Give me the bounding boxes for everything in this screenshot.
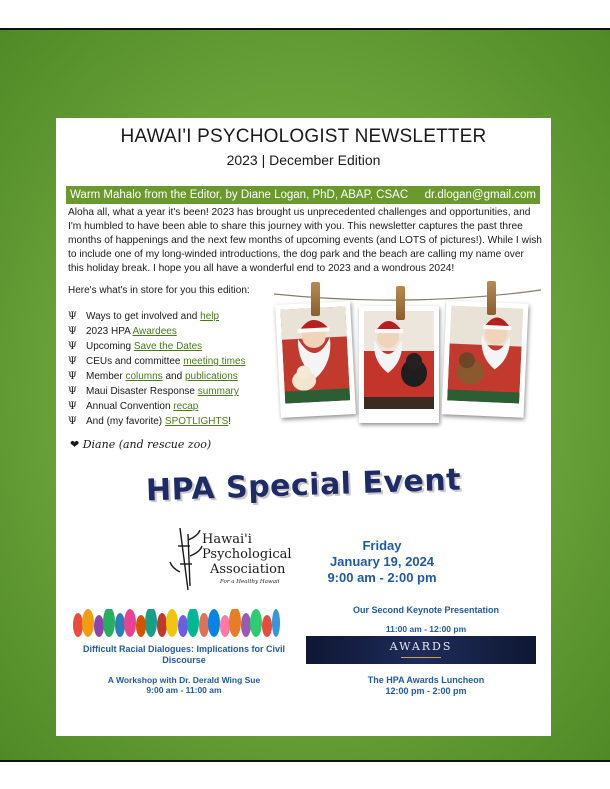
santa-photo (275, 301, 356, 418)
editor-intro-paragraph: Aloha all, what a year it's been! 2023 has brought us unprecedented challenges and opportunities, and I'm humbled to have been able to share this journey with you. This newsletter captures the past three months of happenings and the next few months of upcoming events (and LOTS of pictures!). While I wish to include one of my long-winded introductions, the dog park and the beach are calling my name over this holiday break. I hope you all have a wonderful end to 2023 and a wondrous 2024! (68, 207, 542, 274)
awards-luncheon-time: 12:00 pm - 2:00 pm (385, 686, 467, 696)
santa-dog-photo-icon (447, 305, 523, 403)
spotlights-link[interactable]: SPOTLIGHTS (164, 416, 229, 427)
awards-banner-text: AWARDS (389, 640, 453, 653)
event-date: January 19, 2024 (329, 554, 435, 569)
list-item-text: and (162, 371, 185, 382)
workshop-title: Difficult Racial Dialogues: Implications for Civil Discourse (82, 644, 286, 665)
psi-bullet-icon: Ψ (68, 416, 77, 427)
psi-bullet-icon: Ψ (68, 401, 77, 412)
list-item-text: Annual Convention (86, 401, 174, 412)
workshop-presenter: A Workshop with Dr. Derald Wing Sue (107, 675, 261, 685)
psi-bullet-icon: Ψ (68, 326, 77, 337)
clothespin-icon (396, 286, 405, 320)
publications-link[interactable]: publications (184, 371, 238, 382)
awards-luncheon (308, 675, 544, 697)
santa-photo (359, 306, 439, 423)
workshop-details (72, 675, 296, 695)
awards-banner-divider (401, 657, 441, 658)
workshop-time: 9:00 am - 11:00 am (146, 685, 222, 695)
page-bottom-rule (0, 760, 610, 762)
event-heading: HPA Special Event (145, 462, 462, 509)
org-name-line: Hawai'i (202, 532, 252, 547)
save-the-dates-link[interactable]: Save the Dates (133, 341, 203, 352)
summary-link[interactable]: summary (197, 386, 239, 397)
edition-contents-intro: Here's what's in store for you this edition: (68, 285, 250, 296)
columns-link[interactable]: columns (125, 371, 163, 382)
newsletter-title: HAWAI'I PSYCHOLOGIST NEWSLETTER (120, 126, 487, 147)
recap-link[interactable]: recap (173, 401, 199, 412)
event-time: 9:00 am - 2:00 pm (327, 570, 437, 585)
editor-heading: Warm Mahalo from the Editor, by Diane Logan, PhD, ABAP, CSAC (70, 189, 409, 201)
event-date-block (302, 538, 462, 586)
hpa-wordmark (202, 532, 292, 585)
psi-bullet-icon: Ψ (68, 386, 77, 397)
list-item-text: ! (228, 416, 232, 427)
heart-icon: ❤ (70, 438, 80, 451)
signoff-text: Diane (and rescue zoo) (82, 438, 212, 451)
awards-luncheon-title: The HPA Awards Luncheon (367, 675, 485, 685)
diverse-people-silhouettes-icon (72, 609, 280, 637)
green-frame (0, 30, 610, 760)
org-name-line: Psychological (202, 547, 292, 562)
santa-photo (442, 300, 529, 417)
list-item-text: And (my favorite) (86, 416, 165, 427)
editor-email-link[interactable]: dr.dlogan@gmail.com (424, 189, 536, 201)
meeting-times-link[interactable]: meeting times (183, 356, 246, 367)
clothespin-icon (487, 281, 496, 315)
list-item-text: 2023 HPA (86, 326, 133, 337)
help-link[interactable]: help (200, 311, 220, 322)
santa-dog-photo-icon (280, 306, 350, 403)
psi-bullet-icon: Ψ (68, 356, 77, 367)
awards-banner (306, 636, 536, 664)
awardees-link[interactable]: Awardees (132, 326, 177, 337)
newsletter-edition: 2023 | December Edition (226, 152, 381, 168)
psi-bullet-icon: Ψ (68, 371, 77, 382)
list-item-text: Member (86, 371, 126, 382)
newsletter-page (56, 118, 551, 736)
event-day: Friday (362, 538, 402, 553)
list-item-text: CEUs and committee (86, 356, 184, 367)
list-item-text: Maui Disaster Response (86, 386, 198, 397)
psi-bullet-icon: Ψ (68, 341, 77, 352)
keynote-time: 11:00 am - 12:00 pm (385, 624, 467, 634)
keynote-title: Our Second Keynote Presentation (352, 605, 500, 615)
psi-bullet-icon: Ψ (68, 311, 77, 322)
list-item-text: Ways to get involved and (86, 311, 201, 322)
list-item-text: Upcoming (86, 341, 134, 352)
clothespin-icon (311, 282, 320, 316)
org-tagline: For a Healthy Hawaii (220, 579, 280, 585)
santa-dog-photo-icon (364, 311, 434, 409)
org-name-line: Association (210, 562, 286, 577)
